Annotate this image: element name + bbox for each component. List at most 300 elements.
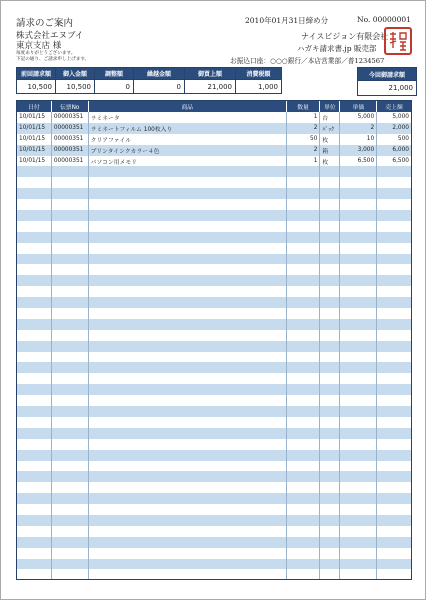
cell-slip — [52, 199, 89, 210]
cell-price — [340, 341, 377, 352]
table-row — [17, 145, 411, 156]
cell-date — [17, 537, 52, 548]
cell-date — [17, 243, 52, 254]
cell-slip — [52, 264, 89, 275]
cell-amount — [377, 471, 411, 482]
cell-amount — [377, 243, 411, 254]
cell-unit: 枚 — [320, 134, 340, 145]
cell-slip — [52, 428, 89, 439]
cell-unit — [320, 330, 340, 341]
table-row — [17, 362, 411, 373]
cell-item — [89, 221, 287, 232]
cell-price — [340, 362, 377, 373]
cell-amount — [377, 428, 411, 439]
cell-amount — [377, 569, 411, 580]
cell-price: 6,500 — [340, 156, 377, 167]
cell-slip — [52, 439, 89, 450]
table-row — [17, 123, 411, 134]
table-row — [17, 395, 411, 406]
cell-slip — [52, 504, 89, 515]
cell-unit — [320, 428, 340, 439]
cell-date — [17, 373, 52, 384]
table-row — [17, 406, 411, 417]
summary-value: 0 — [134, 80, 185, 94]
cell-unit — [320, 166, 340, 177]
cell-price — [340, 188, 377, 199]
cell-unit — [320, 177, 340, 188]
cell-price — [340, 352, 377, 363]
cell-date — [17, 221, 52, 232]
cell-qty — [287, 210, 321, 221]
cell-date — [17, 188, 52, 199]
cell-price — [340, 569, 377, 580]
cell-date — [17, 439, 52, 450]
table-row — [17, 559, 411, 570]
cell-slip — [52, 232, 89, 243]
cell-price — [340, 471, 377, 482]
table-row — [17, 384, 411, 395]
detail-body — [17, 112, 411, 580]
cell-date — [17, 526, 52, 537]
cell-qty — [287, 504, 321, 515]
company-seal-icon — [384, 27, 412, 55]
cell-qty — [287, 341, 321, 352]
table-row — [17, 319, 411, 330]
cell-price — [340, 461, 377, 472]
table-row — [17, 526, 411, 537]
table-row — [17, 156, 411, 167]
cell-item — [89, 275, 287, 286]
cell-amount — [377, 461, 411, 472]
table-row — [17, 373, 411, 384]
cell-amount: 5,000 — [392, 114, 409, 121]
cell-price — [340, 177, 377, 188]
cell-date — [17, 275, 52, 286]
cell-date — [17, 264, 52, 275]
cell-slip — [52, 166, 89, 177]
cell-amount — [377, 297, 411, 308]
table-row — [17, 243, 411, 254]
cell-slip — [52, 330, 89, 341]
table-row — [17, 134, 411, 145]
cell-price: 2 — [340, 123, 377, 134]
cell-date — [17, 504, 52, 515]
cell-slip — [52, 275, 89, 286]
cell-amount — [377, 232, 411, 243]
cell-price — [340, 417, 377, 428]
cell-unit — [320, 232, 340, 243]
cell-slip: 00000351 — [52, 123, 89, 134]
cell-amount — [377, 210, 411, 221]
cell-slip — [52, 286, 89, 297]
cell-price — [340, 384, 377, 395]
cell-date — [17, 428, 52, 439]
cell-qty — [287, 373, 321, 384]
cell-item — [89, 177, 287, 188]
cell-qty — [287, 471, 321, 482]
cell-qty — [287, 275, 321, 286]
table-row — [17, 537, 411, 548]
cell-amount — [377, 504, 411, 515]
cell-item — [89, 384, 287, 395]
table-row — [17, 166, 411, 177]
cell-price — [340, 537, 377, 548]
cell-date — [17, 166, 52, 177]
cell-amount: 6,500 — [392, 158, 409, 164]
cell-price — [340, 243, 377, 254]
cell-price — [340, 526, 377, 537]
cell-unit — [320, 395, 340, 406]
cell-amount — [377, 406, 411, 417]
table-row — [17, 177, 411, 188]
issuer-company: ナイスビジョン有限会社 — [301, 32, 389, 41]
detail-header-row — [17, 101, 411, 112]
cell-item — [89, 548, 287, 559]
cell-amount: 500 — [397, 136, 409, 143]
cell-item — [89, 330, 287, 341]
table-row — [17, 548, 411, 559]
cell-amount — [377, 417, 411, 428]
closing-date: 2010年01月31日締め分 — [245, 16, 329, 25]
cell-qty — [287, 384, 321, 395]
cell-slip: 00000351 — [52, 134, 89, 145]
cell-item — [89, 210, 287, 221]
cell-unit — [320, 548, 340, 559]
table-row — [17, 275, 411, 286]
cell-date — [17, 254, 52, 265]
cell-date — [17, 177, 52, 188]
cell-qty — [287, 515, 321, 526]
summary-value: 10,500 — [56, 80, 95, 94]
cell-item — [89, 461, 287, 472]
table-row — [17, 297, 411, 308]
cell-item — [89, 515, 287, 526]
cell-date: 10/01/15 — [17, 112, 52, 123]
cell-date: 10/01/15 — [17, 145, 52, 156]
cell-price — [340, 221, 377, 232]
cell-qty: 2 — [287, 123, 321, 134]
summary-header: 御入金額 — [56, 68, 95, 80]
cell-qty — [287, 482, 321, 493]
cell-date — [17, 559, 52, 570]
table-row — [17, 482, 411, 493]
cell-price — [340, 439, 377, 450]
cell-qty — [287, 548, 321, 559]
cell-unit — [320, 373, 340, 384]
cell-slip — [52, 384, 89, 395]
cell-slip — [52, 177, 89, 188]
cell-amount — [377, 493, 411, 504]
cell-amount — [377, 286, 411, 297]
table-row — [17, 112, 411, 123]
bank-account: お振込口座：○○○銀行／本店営業部／普1234567 — [230, 57, 385, 65]
cell-unit — [320, 199, 340, 210]
cell-slip — [52, 243, 89, 254]
cell-unit — [320, 504, 340, 515]
cell-amount: 2,000 — [392, 125, 409, 132]
detail-table — [16, 100, 412, 580]
cell-amount — [377, 395, 411, 406]
cell-unit — [320, 417, 340, 428]
cell-unit — [320, 254, 340, 265]
cell-unit — [320, 352, 340, 363]
document-number: No. 00000001 — [357, 15, 411, 24]
cell-unit — [320, 559, 340, 570]
cell-slip — [52, 319, 89, 330]
cell-unit — [320, 221, 340, 232]
cell-qty — [287, 417, 321, 428]
cell-amount — [377, 341, 411, 352]
cell-price — [340, 297, 377, 308]
table-row — [17, 221, 411, 232]
col-item-header: 商品 — [89, 101, 287, 112]
cell-amount — [377, 319, 411, 330]
cell-unit — [320, 406, 340, 417]
cell-amount — [377, 537, 411, 548]
table-row — [17, 569, 411, 580]
cell-item — [89, 482, 287, 493]
cell-qty — [287, 569, 321, 580]
cell-date — [17, 417, 52, 428]
cell-date — [17, 210, 52, 221]
cell-item: プリンタインクカラー４色 — [89, 145, 287, 156]
cell-date — [17, 286, 52, 297]
cell-slip — [52, 548, 89, 559]
cell-amount — [377, 330, 411, 341]
cell-qty — [287, 297, 321, 308]
cell-price: 3,000 — [340, 145, 377, 156]
cell-item — [89, 352, 287, 363]
cell-qty — [287, 199, 321, 210]
cell-qty — [287, 493, 321, 504]
cell-unit — [320, 526, 340, 537]
customer-company: 株式会社エヌブイ — [16, 31, 84, 41]
cell-price — [340, 286, 377, 297]
summary-value: 21,000 — [185, 80, 236, 94]
cell-item — [89, 188, 287, 199]
cell-slip — [52, 221, 89, 232]
cell-slip — [52, 373, 89, 384]
cell-amount — [377, 559, 411, 570]
cell-date — [17, 352, 52, 363]
cell-item — [89, 362, 287, 373]
summary-value: 10,500 — [17, 80, 56, 94]
cell-item — [89, 319, 287, 330]
cell-qty — [287, 395, 321, 406]
cell-slip: 00000351 — [52, 145, 89, 156]
summary-header: 御買上額 — [185, 68, 236, 80]
cell-date — [17, 384, 52, 395]
cell-slip — [52, 569, 89, 580]
cell-date: 10/01/15 — [17, 156, 52, 167]
cell-unit — [320, 341, 340, 352]
cell-price: 10 — [340, 134, 377, 145]
cell-unit — [320, 461, 340, 472]
cell-unit — [320, 439, 340, 450]
cell-price — [340, 254, 377, 265]
table-row — [17, 330, 411, 341]
col-unit-header: 単位 — [320, 101, 340, 112]
cell-item — [89, 243, 287, 254]
cell-item — [89, 450, 287, 461]
cell-price — [340, 395, 377, 406]
cell-date — [17, 319, 52, 330]
cell-price — [340, 330, 377, 341]
cell-date — [17, 493, 52, 504]
cell-price — [340, 210, 377, 221]
summary-header: 調整額 — [95, 68, 134, 80]
cell-date — [17, 471, 52, 482]
cell-slip — [52, 395, 89, 406]
cell-qty: 2 — [287, 145, 321, 156]
table-row — [17, 450, 411, 461]
issuer-department: ハガキ請求書.jp 販売部 — [297, 44, 377, 53]
cell-date — [17, 548, 52, 559]
cell-qty — [287, 166, 321, 177]
cell-unit — [320, 188, 340, 199]
cell-price — [340, 450, 377, 461]
cell-unit — [320, 319, 340, 330]
cell-price — [340, 559, 377, 570]
cell-item — [89, 166, 287, 177]
cell-price — [340, 548, 377, 559]
greeting-line-2: 下記の通り、ご請求申し上げます。 — [16, 57, 90, 62]
cell-price — [340, 308, 377, 319]
cell-qty: 1 — [287, 112, 321, 123]
cell-unit — [320, 471, 340, 482]
cell-slip — [52, 515, 89, 526]
cell-slip — [52, 210, 89, 221]
summary-value: 1,000 — [236, 80, 282, 94]
cell-amount — [377, 199, 411, 210]
cell-price — [340, 166, 377, 177]
cell-qty — [287, 526, 321, 537]
cell-qty — [287, 461, 321, 472]
cell-item: パソコン用メモリ — [89, 156, 287, 167]
cell-amount: 6,000 — [392, 147, 409, 154]
cell-item: ラミネートフィルム 100枚入り — [89, 123, 287, 134]
table-row — [17, 232, 411, 243]
cell-price — [340, 504, 377, 515]
table-row — [17, 308, 411, 319]
cell-amount — [377, 450, 411, 461]
cell-date — [17, 515, 52, 526]
cell-price — [340, 482, 377, 493]
document-title: 請求のご案内 — [16, 18, 74, 29]
cell-qty — [287, 264, 321, 275]
cell-amount — [377, 264, 411, 275]
cell-unit — [320, 482, 340, 493]
table-row — [17, 264, 411, 275]
cell-slip — [52, 308, 89, 319]
cell-unit — [320, 243, 340, 254]
cell-item — [89, 232, 287, 243]
cell-unit — [320, 362, 340, 373]
cell-amount — [377, 308, 411, 319]
cell-date — [17, 232, 52, 243]
cell-amount — [377, 548, 411, 559]
cell-unit — [320, 275, 340, 286]
table-row — [17, 188, 411, 199]
cell-unit — [320, 569, 340, 580]
cell-item — [89, 537, 287, 548]
cell-slip — [52, 559, 89, 570]
cell-qty — [287, 439, 321, 450]
cell-amount — [377, 515, 411, 526]
cell-date — [17, 341, 52, 352]
cell-price — [340, 275, 377, 286]
summary-header: 前回請求額 — [17, 68, 56, 80]
cell-date — [17, 330, 52, 341]
table-row — [17, 493, 411, 504]
cell-amount — [377, 373, 411, 384]
cell-item — [89, 308, 287, 319]
cell-unit: ﾊﾟｯｸ — [320, 123, 340, 134]
cell-qty — [287, 319, 321, 330]
cell-slip: 00000351 — [52, 112, 89, 123]
cell-amount — [377, 526, 411, 537]
table-row — [17, 515, 411, 526]
cell-price — [340, 232, 377, 243]
table-row — [17, 286, 411, 297]
cell-qty — [287, 232, 321, 243]
current-billing-header: 今回御請求額 — [358, 68, 417, 81]
cell-qty — [287, 308, 321, 319]
cell-price — [340, 319, 377, 330]
cell-item — [89, 569, 287, 580]
cell-amount — [377, 362, 411, 373]
cell-slip: 00000351 — [52, 156, 89, 167]
cell-qty — [287, 559, 321, 570]
table-row — [17, 254, 411, 265]
cell-item — [89, 264, 287, 275]
cell-price — [340, 406, 377, 417]
cell-qty — [287, 177, 321, 188]
table-row — [17, 352, 411, 363]
col-amount-header: 売上額 — [385, 105, 403, 111]
cell-unit — [320, 515, 340, 526]
cell-amount — [377, 275, 411, 286]
cell-price — [340, 428, 377, 439]
cell-unit — [320, 210, 340, 221]
cell-price — [340, 373, 377, 384]
cell-slip — [52, 341, 89, 352]
current-billing-value: 21,000 — [358, 81, 417, 96]
cell-qty — [287, 406, 321, 417]
cell-item — [89, 406, 287, 417]
cell-date: 10/01/15 — [17, 134, 52, 145]
cell-price — [340, 515, 377, 526]
cell-qty — [287, 254, 321, 265]
cell-date — [17, 199, 52, 210]
cell-date — [17, 297, 52, 308]
cell-qty — [287, 286, 321, 297]
cell-date: 10/01/15 — [17, 123, 52, 134]
cell-item — [89, 428, 287, 439]
cell-slip — [52, 461, 89, 472]
cell-amount — [377, 166, 411, 177]
cell-amount — [377, 254, 411, 265]
cell-qty — [287, 330, 321, 341]
cell-unit — [320, 384, 340, 395]
cell-item — [89, 286, 287, 297]
col-date-header: 日付 — [17, 101, 52, 112]
summary-table — [16, 67, 282, 94]
cell-item — [89, 373, 287, 384]
table-row — [17, 199, 411, 210]
current-billing-table — [357, 67, 417, 96]
cell-date — [17, 406, 52, 417]
